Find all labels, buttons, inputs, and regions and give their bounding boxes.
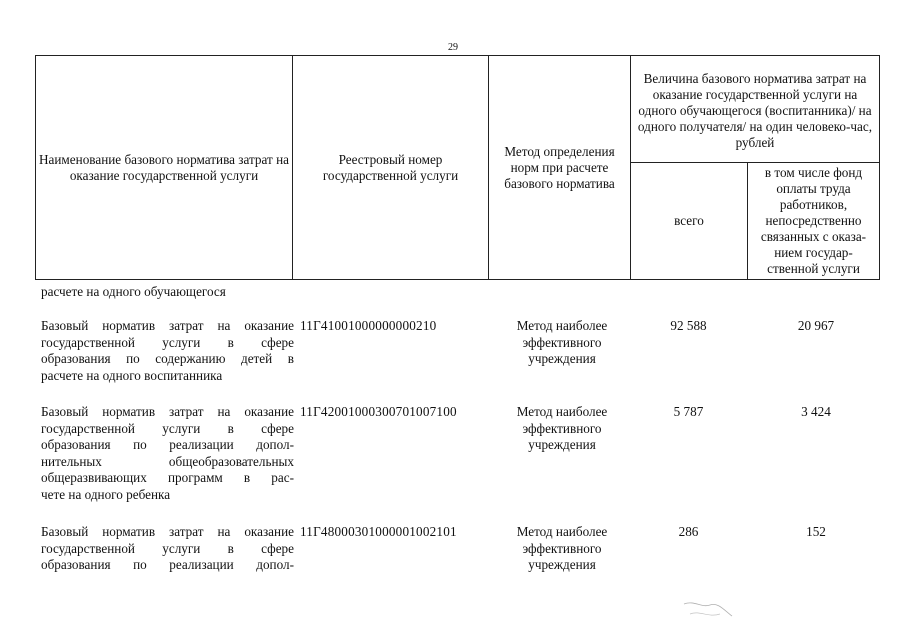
header-cell-registry [293, 56, 489, 280]
row-name-line: образования по содержанию детей в [41, 351, 294, 366]
row-fot: 20 967 [797, 318, 835, 333]
header-cell-value-group [631, 56, 880, 163]
row-method-line: эффективного [522, 420, 602, 436]
row-name-line: образования по реализации допол- [41, 557, 294, 572]
row-method-line: учреждения [528, 351, 596, 366]
row-method-line: Метод наиболее [516, 318, 608, 333]
header-method-text: Метод определения норм при расчете базового норматива [504, 143, 615, 191]
row-name-line: Базовый норматив затрат на оказание [41, 318, 294, 333]
pen-mark-icon [680, 596, 740, 626]
row-name [41, 318, 294, 384]
row-name [41, 404, 294, 503]
table-header [35, 55, 880, 280]
row-name-line: чете на одного ребенка [41, 486, 171, 502]
header-cell-name [36, 56, 293, 280]
row-name-line: государственной услуги в сфере [41, 420, 294, 436]
header-value-group-text: Величина базового норматива затрат на оказание государственной услуги на одного обучающегося (воспитанника)/ на одного получателя/ на один человеко-час, рублей [637, 71, 873, 150]
row-name-line: нительных общеобразовательных [41, 453, 294, 469]
row-method [496, 318, 628, 368]
row-registry: 11Г48000301000001002101 [300, 524, 457, 539]
row-name-line: Базовый норматив затрат на оказание [41, 404, 294, 419]
row-registry: 11Г42001000300701007100 [300, 404, 457, 419]
row-fot: 3 424 [801, 404, 831, 419]
header-cell-total [631, 163, 748, 280]
row-name-line: образования по реализации допол- [41, 437, 294, 452]
header-fot-text: в том числе фонд оплаты труда работников, непосредственно связанных с оказа-нием государ-ственной услуги [760, 165, 867, 276]
row-name-line: государственной услуги в сфере [41, 334, 294, 350]
row-method-line: эффективного [522, 540, 602, 556]
row-total: 286 [678, 524, 699, 539]
row-method-line: Метод наиболее [516, 524, 608, 539]
header-name-text: Наименование базового норматива затрат на оказание государственной услуги [39, 151, 290, 183]
row-total: 92 588 [670, 318, 707, 333]
continuation-text: расчете на одного обучающегося [41, 284, 226, 299]
header-total-text: всего [674, 213, 704, 228]
header-cell-method [489, 56, 631, 280]
row-name [41, 524, 294, 574]
row-method-line: эффективного [522, 334, 602, 350]
row-method-line: учреждения [528, 437, 596, 452]
header-registry-text: Реестровый номер государственной услуги [322, 151, 459, 183]
row-registry: 11Г41001000000000210 [300, 318, 437, 333]
row-method [496, 404, 628, 454]
row-name-line: расчете на одного воспитанника [41, 367, 223, 383]
row-name-line: государственной услуги в сфере [41, 540, 294, 556]
row-fot: 152 [806, 524, 826, 539]
row-name-line: общеразвивающих программ в рас- [41, 470, 294, 485]
row-total: 5 787 [673, 404, 704, 419]
row-method-line: учреждения [528, 557, 596, 572]
header-cell-fot [748, 163, 880, 280]
row-method-line: Метод наиболее [516, 404, 608, 419]
row-method [496, 524, 628, 574]
page-number: 29 [448, 42, 458, 53]
row-name-line: Базовый норматив затрат на оказание [41, 524, 294, 539]
